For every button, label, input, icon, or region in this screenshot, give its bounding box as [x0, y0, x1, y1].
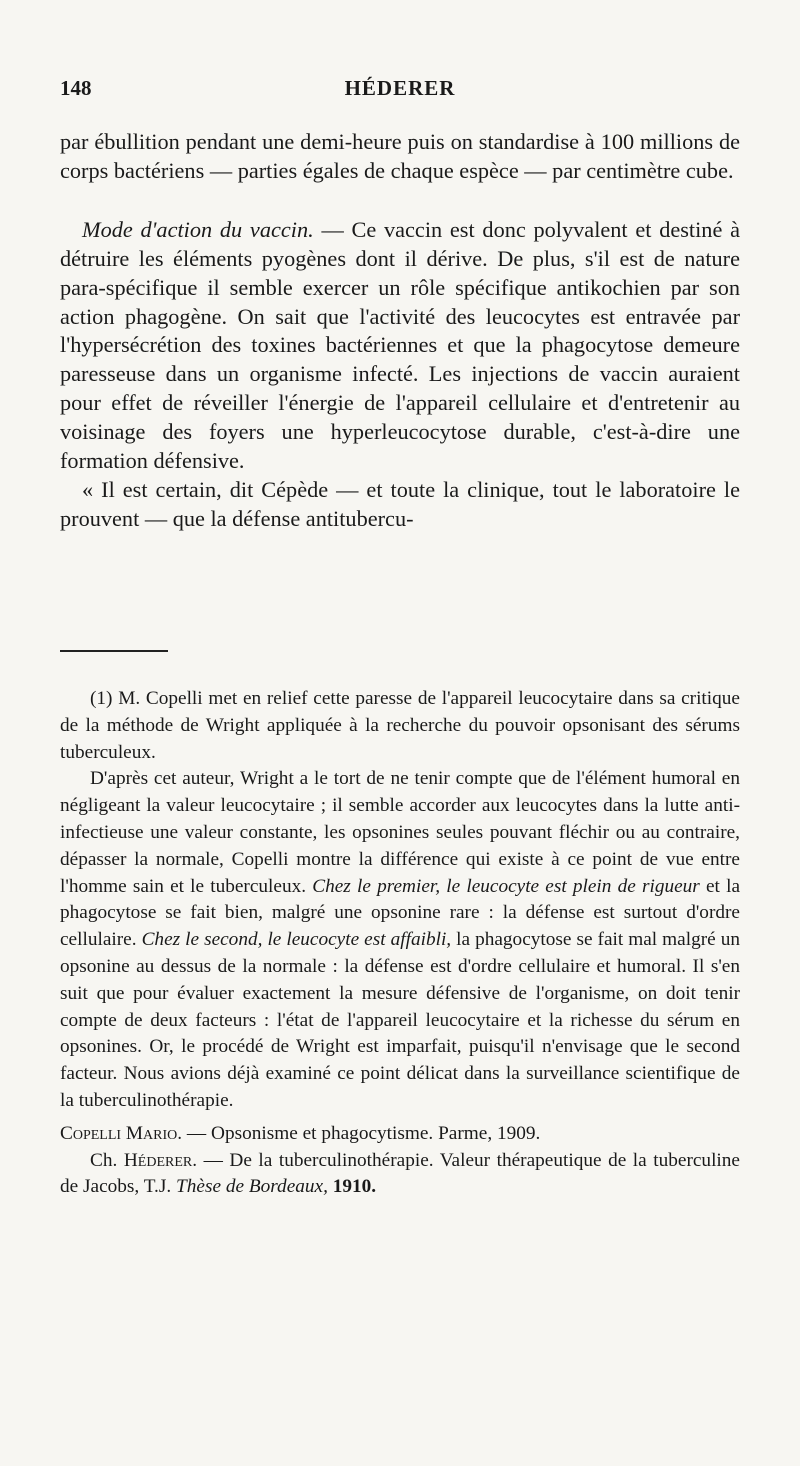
paragraph-2-text: — Ce vaccin est donc polyvalent et destiné à détruire les éléments pyogènes dont il dérive. De plus, s'il est de nature para-spécifique il semble exercer un rôle spécifique antikochien par son action phagogène. On sait que l'activité des leucocytes est entravée par l'hypersécrétion des toxines bactériennes et que la phagocytose demeure paresseuse dans un organisme infecté. Les injections de vaccin auraient pour effet de réveiller l'énergie de l'appareil cellulaire et d'entretenir au voisinage des foyers une hyperleucocytose durable, c'est-à-dire une formation défensive. — [60, 216, 740, 474]
footnote-italic-2: Chez le second, le leucocyte est affaibli, — [141, 929, 452, 951]
reference-1-text: — Opsonisme et phagocytisme. Parme, 1909. — [182, 1122, 541, 1144]
reference-2-year: 1910. — [327, 1176, 377, 1198]
reference-1 — [60, 1121, 740, 1148]
footnote-text-b: et la phagocytose se fait bien, malgré une opsonine rare : la défense est surtout d'ordre cellulaire. — [60, 875, 740, 951]
footnote-paragraph-1: (1) M. Copelli met en relief cette paresse de l'appareil leucocytaire dans sa critique de la méthode de Wright appliquée à la recherche du pouvoir opsonisant des sérums tuberculeux. — [60, 688, 740, 763]
paragraph-1: par ébullition pendant une demi-heure puis on standardise à 100 millions de corps bactériens — parties égales de chaque espèce — par centimètre cube. — [60, 129, 740, 183]
running-head: HÉDERER — [344, 76, 456, 100]
footnote-text-a: D'après cet auteur, Wright a le tort de ne tenir compte que de l'élément humoral en négligeant la valeur leucocytaire ; il semble accorder aux leucocytes dans la lutte anti-infectieuse une valeur constante, les opsonines seules pouvant fléchir ou au contraire, dépasser la normale, Copelli montre la différence qui existe à ce point de vue entre l'homme sain et le tuberculeux. — [60, 768, 740, 897]
page-header — [60, 76, 740, 106]
footnote-italic-1: Chez le premier, le leucocyte est plein de rigueur — [312, 875, 700, 897]
reference-2-prefix: Ch. — [90, 1149, 124, 1171]
footnote-paragraph-2 — [60, 766, 740, 1114]
reference-2-text: — De la tuberculinothérapie. Valeur thérapeutique de la tuberculine de Jacobs, T.J. — [60, 1149, 740, 1198]
reference-2 — [60, 1148, 740, 1202]
footnote-text-c: la phagocytose se fait mal malgré un opsonine au dessus de la normale : la défense est d'ordre cellulaire et humoral. Il s'en suit que pour évaluer exactement la mesure défensive de l'organisme, on doit tenir compte de deux facteurs : l'état de l'appareil leucocytaire et la richesse du sérum en opsonines. Or, le procédé de Wright est imparfait, puisqu'il n'envisage que le second facteur. Nous avions déjà examiné ce point délicat dans la surveillance scientifique de la tuberculinothérapie. — [60, 929, 741, 1111]
footnote — [60, 686, 740, 1201]
paragraph-2 — [60, 216, 740, 476]
paragraph-3: « Il est certain, dit Cépède — et toute la clinique, tout le laboratoire le prouvent — que la défense antitubercu- — [60, 476, 740, 531]
reference-2-title: Thèse de Bordeaux, — [176, 1176, 328, 1198]
section-heading: Mode d'action du vaccin. — [82, 216, 314, 242]
page-number: 148 — [60, 76, 92, 100]
reference-2-author: Héderer. — [123, 1149, 198, 1171]
footnote-rule — [60, 650, 168, 652]
main-text — [60, 128, 740, 534]
reference-1-author: Copelli Mario. — [60, 1122, 183, 1144]
